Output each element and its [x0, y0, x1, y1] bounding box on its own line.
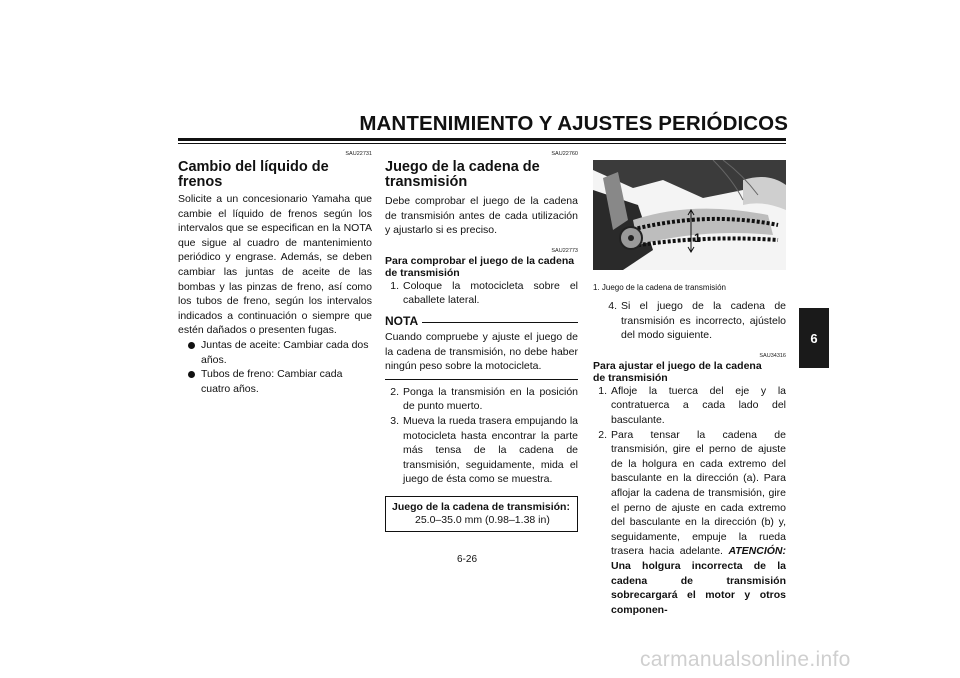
- step-item: 1. Coloque la motocicleta sobre el caballete lateral.: [390, 279, 578, 307]
- bullet-item: Juntas de aceite: Cambiar cada dos años.: [178, 338, 372, 367]
- chain-slack-photo: [593, 160, 786, 270]
- section-title: Juego de la cadena de transmisión: [385, 159, 540, 190]
- photo-caption: 1. Juego de la cadena de transmisión: [593, 283, 726, 292]
- spec-value: 25.0–35.0 mm (0.98–1.38 in): [415, 513, 550, 526]
- atencion-text: Una holgura incorrecta de la cadena de transmisión sobrecargará el motor y otros componen-: [611, 559, 786, 616]
- step-item: 2. Para tensar la cadena de transmisión, gire el perno de ajuste de la holgura en cada extremo del basculante en la dirección (a). Para aflojar la cadena de transmisión, gire el perno de ajuste en cada extremo del basculante en la dirección (b) y, seguidamente, empuje la rueda trasera hacia adelante. ATENCIÓN: Una holgura incorrecta de la cadena de transmisión sobrecargará el motor y otros componen-: [598, 428, 786, 616]
- nota-end-rule: [385, 379, 578, 380]
- section-code: SAU22731: [345, 151, 372, 157]
- atencion-label: ATENCIÓN:: [728, 545, 786, 558]
- subsection-title: Para comprobar el juego de la cadena de transmisión: [385, 254, 575, 279]
- subsection-code: SAU22773: [551, 247, 578, 254]
- photo-callout-label: 1: [694, 231, 701, 245]
- header-rule-thick: [178, 138, 786, 141]
- nota-rule: [422, 322, 578, 323]
- bullet-icon: [188, 371, 195, 378]
- column-3: [593, 283, 786, 617]
- nota-text: Cuando compruebe y ajuste el juego de la cadena de transmisión, no debe haber ningún peso sobre la motocicleta.: [385, 330, 578, 373]
- page-header-title: MANTENIMIENTO Y AJUSTES PERIÓDICOS: [359, 112, 788, 135]
- header-rule-thin: [178, 143, 786, 144]
- page-number: 6-26: [457, 554, 478, 565]
- column-1: [178, 151, 372, 396]
- bullet-icon: [188, 342, 195, 349]
- step-item: 2. Ponga la transmisión en la posición de punto muerto.: [390, 385, 578, 413]
- nota-label: NOTA: [385, 313, 419, 328]
- section-body: Solicite a un concesionario Yamaha que cambie el líquido de frenos según los intervalos que se especifican en la NOTA que sigue al cuadro de mantenimiento periódico y engrase. Además, se deben cambiar las juntas de aceite de las bombas y las pinzas de freno, así como los tubos de freno, según los intervalos indicados a continuación o siempre que estén dañados o presenten fugas.: [178, 193, 372, 337]
- chapter-tab: 6: [799, 308, 829, 368]
- bullet-item: Tubos de freno: Cambiar cada cuatro años.: [178, 367, 372, 396]
- spec-box: [385, 496, 578, 532]
- column-2: [385, 151, 578, 532]
- subsection-code: SAU34316: [759, 352, 786, 359]
- step-item: 3. Mueva la rueda trasera empujando la motocicleta hasta encontrar la parte más tensa de la cadena de transmisión, seguidamente, mida el juego de ésta como se muestra.: [390, 414, 578, 486]
- step-item: 4. Si el juego de la cadena de transmisión es incorrecto, ajústelo del modo siguiente.: [608, 300, 786, 342]
- section-intro: Debe comprobar el juego de la cadena de transmisión antes de cada utilización y ajustarlo si es preciso.: [385, 195, 578, 237]
- section-code: SAU22760: [551, 151, 578, 157]
- nota-header: [385, 314, 578, 328]
- watermark: carmanualsonline.info: [640, 648, 851, 671]
- step-item: 1. Afloje la tuerca del eje y la contratuerca a cada lado del basculante.: [598, 384, 786, 426]
- section-title: Cambio del líquido de frenos: [178, 159, 329, 190]
- subsection-title: Para ajustar el juego de la cadena de transmisión: [593, 359, 762, 384]
- spec-title: Juego de la cadena de transmisión:: [392, 500, 570, 513]
